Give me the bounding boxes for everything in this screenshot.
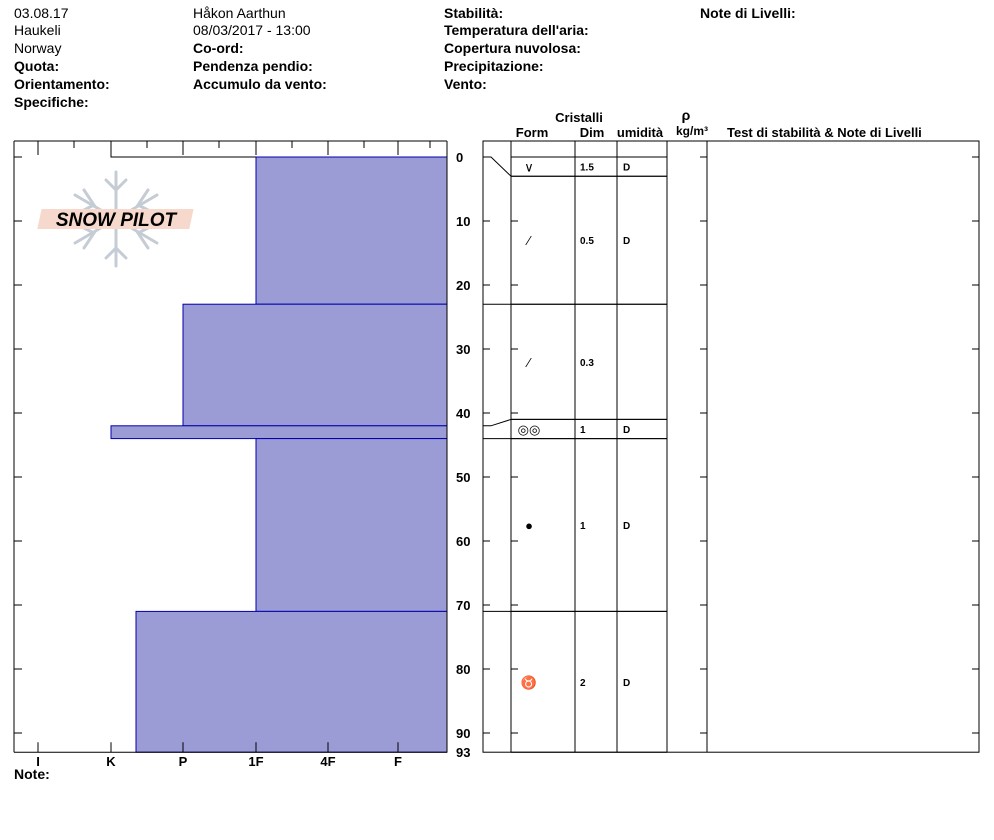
- crystal-title: Cristalli: [555, 110, 603, 125]
- depth-tick-label: 40: [456, 406, 471, 421]
- hardness-label: I: [36, 754, 40, 770]
- note-livelli-label: Note di Livelli:: [700, 5, 796, 21]
- crystal-moisture: D: [623, 162, 631, 174]
- stabilita-label: Stabilità:: [444, 5, 504, 21]
- hardness-bar-3: [256, 439, 447, 612]
- specifiche-label: Specifiche:: [14, 94, 89, 110]
- crystal-moisture: D: [623, 521, 631, 532]
- coord-label: Co-ord:: [193, 40, 244, 56]
- crystal-dim: 1: [580, 521, 586, 532]
- depth-tick-label: 60: [456, 534, 471, 549]
- observation-date: 03.08.17: [14, 5, 69, 21]
- crystal-table-frame: [483, 141, 979, 752]
- crystal-form-symbol: ⁄: [527, 233, 531, 249]
- hardness-label: F: [394, 754, 402, 770]
- crystal-form-symbol: ∨: [524, 159, 534, 175]
- hardness-bar-0: [256, 157, 447, 304]
- depth-tick-label: 70: [456, 598, 471, 613]
- crystal-form-symbol: ◎◎: [517, 422, 541, 437]
- col-header-density: kg/m³: [675, 124, 709, 138]
- snowpilot-logo: [37, 209, 193, 231]
- hardness-label: 1F: [248, 754, 264, 770]
- accumulo-label: Accumulo da vento:: [193, 76, 327, 92]
- col-header-form: Form: [515, 125, 549, 140]
- crystal-dim: 0.5: [580, 236, 594, 248]
- col-header-rho: ρ: [681, 107, 691, 123]
- hardness-bar-4: [136, 611, 447, 752]
- country-name: Norway: [14, 40, 62, 56]
- col-header-tests: Test di stabilità & Note di Livelli: [727, 125, 922, 140]
- layer-connector: [483, 419, 511, 425]
- observer-name: Håkon Aarthun: [193, 5, 286, 21]
- depth-max-label: 93: [456, 745, 471, 761]
- copertura-label: Copertura nuvolosa:: [444, 40, 581, 56]
- crystal-dim: 0.3: [580, 357, 594, 369]
- crystal-form-symbol: ●: [525, 518, 533, 533]
- col-header-umidita: umidità: [616, 125, 664, 140]
- depth-tick-label: 80: [456, 662, 471, 677]
- crystal-form-symbol: ♉: [520, 674, 538, 690]
- observation-datetime: 08/03/2017 - 13:00: [193, 22, 311, 38]
- crystal-moisture: D: [623, 236, 631, 248]
- temperatura-label: Temperatura dell'aria:: [444, 22, 589, 38]
- depth-tick-label: 10: [456, 214, 471, 229]
- location-name: Haukeli: [14, 22, 61, 38]
- hardness-label: K: [106, 754, 116, 770]
- crystal-dim: 1: [580, 425, 586, 436]
- depth-tick-label: 20: [456, 278, 471, 293]
- depth-tick-label: 50: [456, 470, 471, 485]
- crystal-form-symbol: ⁄: [527, 354, 531, 370]
- crystal-dim: 1.5: [580, 162, 594, 174]
- layer-connector: [483, 157, 511, 176]
- col-header-dim: Dim: [579, 125, 605, 140]
- note-label: Note:: [14, 766, 50, 782]
- crystal-moisture: D: [623, 677, 631, 689]
- crystal-dim: 2: [580, 677, 586, 689]
- pendenza-label: Pendenza pendio:: [193, 58, 313, 74]
- hardness-bar-1: [183, 304, 447, 426]
- depth-tick-label: 30: [456, 342, 471, 357]
- depth-tick-label: 90: [456, 726, 471, 741]
- hardness-label: 4F: [320, 754, 336, 770]
- vento-label: Vento:: [444, 76, 487, 92]
- hardness-bar-2: [111, 426, 447, 439]
- orientamento-label: Orientamento:: [14, 76, 110, 92]
- quota-label: Quota:: [14, 58, 60, 74]
- logo-text: SNOW PILOT: [55, 210, 177, 231]
- hardness-label: P: [178, 754, 188, 770]
- depth-tick-label: 0: [456, 150, 464, 165]
- precipitazione-label: Precipitazione:: [444, 58, 544, 74]
- crystal-moisture: D: [623, 425, 631, 436]
